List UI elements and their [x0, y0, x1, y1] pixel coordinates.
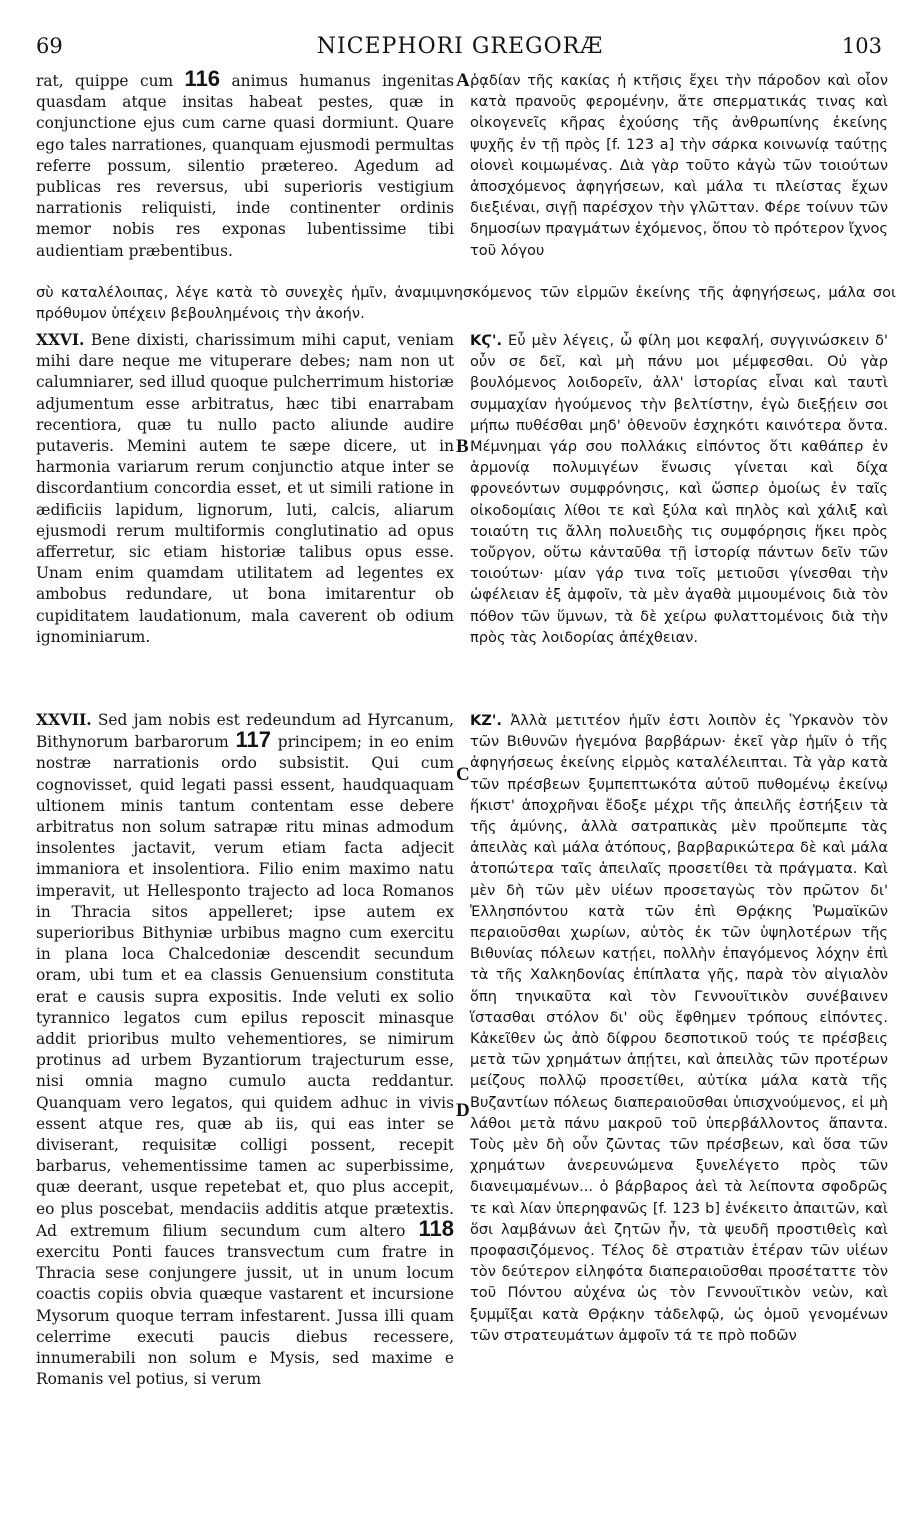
greek-paragraph-intro: ῥᾳδίαν τῆς κακίας ἡ κτῆσις ἔχει τὴν πάροδον καὶ οἷον κατὰ πρανοῦς φερομένην, ἅτε σπερματικάς τινας καὶ οἰκογενεῖς κῆρας ἐχούσης τῆς ἀνθρωπίνης ἐκείνης ψυχῆς ἐν τῇ πρὸς [f. 123 a] τὴν σάρκα κοινωνίᾳ ταύτῃς οἱονεὶ κοιμωμένας. Διὰ γὰρ τοῦτο κἀγὼ τῶν τοιούτων ἀποσχόμενος ἀφηγήσεων, καὶ μάλα τι πλείστας ἔχων διεξιέναι, σιγῇ παρέσχον τὴν γλῶτταν. Φέρε τοίνυν τῶν δημοσίων πραγμάτων ἐχόμενος, ὅπου τὸ πρότερον ἴχνος τοῦ λόγου [470, 72, 888, 259]
latin-text: Bene dixisti, charissimum mihi caput, veniam mihi dare neque me vituperare debes; nam non ut calumniarer, sed illud quoque pulcherrimum historiæ adjumentum esse arbitratus, hæc tibi enarrabam recentiora, quæ tu nullo pacto aliunde audire putaveris. Memini autem te sæpe dicere, ut in harmonia variarum rerum conjunctio atque inter se discordantium concordia esset, et ut simili ratione in ædificiis lapidum, lignorum, luti, calcis, aliarum ejusmodi rerum multiformis conglutinatio ad opus afferretur, sic etiam historiæ talibus opus esse. Unam enim quamdam utilitatem ad legentes ex ambobus redundare, ut bona imitarentur ob cupiditatem laudationum, mala caverent ob odium ignominiarum. [36, 331, 455, 646]
latin-paragraph-xxvi [36, 330, 454, 648]
latin-text: Sed jam nobis est redeundum ad Hyrcanum, Bithynorum barbarorum [36, 711, 454, 752]
greek-text: Εὖ μὲν λέγεις, ὦ φίλη μοι κεφαλή, συγγινώσκειν δ' οὖν σε δεῖ, καὶ μὴ πάνυ μοι μέμφεσθαι. Οὐ γὰρ βουλόμενος λοιδορεῖν, ἀλλ' ἱστορίας εἶναι καὶ ταυτὶ συμμαχίαν ἡγούμενος τὴν βελτίστην, ἐγὼ διεξῄειν σοι μήπω πυθέσθαι μηδ' ὁθενοῦν ἐσχηκότι καινότερα ὄντα. Μέμνημαι γάρ σου πολλάκις εἰπόντος ὅτι καθάπερ ἐν ἁρμονίᾳ πολυμιγέων ἕνωσις γίνεται καὶ δίχα φρονεόντων συμφρόνησις, καὶ ὥσπερ ὁμοίως ἐν ταῖς οἰκοδομίαις λίθοι τε καὶ ξύλα καὶ πηλὸς καὶ χάλιξ καὶ τοιαύτη τις ἄλλη πολυειδὴς τις συμφόρησις ἥκει πρὸς τοὔργον, οὕτω κἀνταῦθα τῇ ἱστορίᾳ πάντων δεῖν τῶν τοιούτων· μίαν γάρ τινα τοῖς μετιοῦσι γίνεσθαι τὴν ὠφέλειαν ἐξ ἀμφοῖν, τὰ μὲν ἀγαθὰ μιμουμένοις διὰ τὸν πόθον τῶν ὕμνων, τὰ δὲ χείρω φυλαττομένοις διὰ τὴν πρὸς τὰς λοιδορίας ἀπέχθειαν. [470, 332, 888, 646]
section-label-kg: ΚϚ'. [470, 332, 503, 349]
greek-spanning-line: σὺ καταλέλοιπας, λέγε κατὰ τὸ συνεχὲς ἡμῖν, ἀναμιμνησκόμενος τῶν εἱρμῶν ἐκείνης τῆς ἀφηγήσεως, μάλα σοι πρόθυμον ὑπέχειν βεβουλημένοις τὴν ἀκοήν. [36, 284, 896, 323]
latin-column-xxvi [36, 330, 454, 648]
section-label-kz: ΚΖ'. [470, 712, 502, 729]
margin-letter-d: D [456, 1100, 470, 1121]
greek-text: Ἀλλὰ μετιτέον ἡμῖν ἐστι λοιπὸν ἐς Ὑρκανὸν τὸν τῶν Βιθυνῶν ἡγεμόνα βαρβάρων· ἐκεῖ γὰρ ἡμῖν ὁ τῆς ἀφηγήσεως ἐκείνης εἱρμὸς καταλέλειπται. Τὰ γὰρ κατὰ τῶν πρέσβεων ξυμπεπτωκότα αὐτοῦ πυθομένῳ ἐκείνῳ ἥκιστ' ἀποχρῆναι ἔδοξε μέχρι τῆς ἀπειλῆς ἑστήξειν τὰ τῆς ἀμύνης, ἀλλὰ σατραπικὰς μὲν προὔπεμπε τὰς ἀπειλὰς καὶ μάλα ἀτόπους, βαρβαρικώτερα δὲ καὶ μάλα ἀτοπώτερα ταῖς ἀπειλαῖς προσετίθει τὰ πράγματα. Καὶ μὲν δὴ τῶν μὲν υἱέων προσεταγὼς τὸν πρῶτον δι' Ἑλλησπόντου κατὰ τῶν ἐπὶ Θρᾴκης Ῥωμαϊκῶν περαιοῦσθαι χωρίων, αὐτὸς ἐκ τῶν ὑψηλοτέρων τῆς Βιθυνίας πόλεων κατῄει, πολλὴν ἐπαγόμενος λόχην ἐπὶ τὰ τῆς Χαλκηδονίας ἐπίπλατα γῆς, παρὰ τὸν αἰγιαλὸν ὅπη τηνικαῦτα καὶ τὸν Γεννουϊτικὸν συνέβαινεν ἵστασθαι στόλον δι' οὓς ἔφθημεν τρόπους εἰπόντες. Κἀκεῖθεν ὡς ἀπὸ δίφρου δεσποτικοῦ τούς τε πρέσβεις μετὰ τῶν χρημάτων ἀπῄτει, καὶ ἀπειλὰς τῶν προτέρων μείζους πολλῷ προσετίθει, αὐτίκα μάλα κατὰ τῆς Βυζαντίων πόλεως διαπεραιοῦσθαι ὑπισχνούμενος, εἰ μὴ λάθοι μετὰ πάνυ μακροῦ τοῦ ὑπερβάλλοντος ἅπαντα. Τοὺς μὲν δὴ οὖν ζῶντας τῶν πρέσβεων, καὶ ὅσα τῶν χρημάτων ἀνερευνώμενα ξυνελέγετο πρὸς τῶν διανειμαμένων... ὁ βάρβαρος ἀεὶ τὰ λείποντα σφοδρῶς τε καὶ λίαν ὑπερηφανῶς [f. 123 b] ἐνέκειτο ἀπαιτῶν, καὶ ὅσι λαμβάνων ἀεὶ ζητῶν ἦν, τὰ ψευδῆ προστιθεὶς καὶ προφασιζόμενος. Τέλος δὲ στρατιὰν ἑτέραν τῶν υἱέων τὸν δεύτερον εἰληφότα διαπεραιοῦσθαι προσέταττε τὸν τοῦ Πόντου αὐχένα ὡς τὸν Γεννουϊτικὸν νεὼν, καὶ ξυμμῖξαι κατὰ Θρᾴκην τἀδελφῷ, ὡς ὁμοῦ γενομένων τῶν στρατευμάτων ἀμφοῖν τά τε πρὸ ποδῶν [470, 712, 888, 1344]
section-marker-116: 116 [184, 66, 221, 91]
latin-text: animus humanus ingenitas quasdam atque insitas habeat pestes, quæ in conjunctione ejus cum carne quasi dormiunt. Quare ego tales narrationes, quanquam ejusmodi permultas referre possum, silentio prætereo. Agedum ad publicas res reversus, ubi superioris vestigium narrationis reliquisti, inde continenter ordinis memor nobis res exponas lubentissime tibi audientiam præbentibus. [36, 72, 454, 260]
section-label-xxvii: XXVII. [36, 711, 92, 729]
greek-column-kz [470, 710, 888, 1346]
margin-letter-c: C [456, 764, 470, 785]
section-marker-117: 117 [235, 727, 271, 753]
margin-letter-b: B [456, 436, 469, 457]
section-label-xxvi: XXVI. [36, 331, 85, 349]
page-number-right: 103 [841, 34, 882, 58]
latin-text: rat, quippe cum [36, 72, 174, 90]
latin-column-top [36, 66, 454, 262]
page-number-left: 69 [36, 34, 63, 58]
margin-letter-a: A [456, 70, 470, 91]
greek-paragraph-kg [470, 330, 888, 648]
running-title: NICEPHORI GREGORÆ [316, 34, 604, 59]
greek-paragraph-kz [470, 710, 888, 1346]
latin-paragraph-xxvii [36, 710, 454, 1391]
greek-column-top [470, 70, 888, 261]
latin-text: principem; in eo enim nostræ narrationis ordo subsistit. Qui cum cognovisset, quid legati passi essent, haudquaquam ultionem minis tantum contentam esse debere arbitratus non solum satrapæ ritu minas admodum insolentes jactavit, verum etiam facta adjecit immaniora et insolentiora. Filio enim maximo natu imperavit, ut Hellesponto trajecto ad loca Romanos in Thracia sitos appelleret; ipse autem ex superioribus Bithyniæ urbibus magno cum exercitu in plana loca Chalcedoniæ descendit secundum oram, ubi tum et ea classis Genuensium constituta erat e causis supra expositis. Inde veluti ex solio tyrannico legatos cum epilus reposcit minasque addit prioribus multo vehementiores, se nimirum protinus ad urbem Byzantiorum trajecturum esse, nisi omnia magno cumulo aucta reddantur. Quanquam vero legatos, qui quidem adhuc in vivis essent atque res, quæ ab iis, qui eas inter se diviserant, requisitæ colligi possent, recepit barbarus, vehementissime tamen ac superbissime, quæ deerant, usque repetebat et, quo plus accepit, eo plus poscebat, mendaciis additis atque prætextis. Ad extremum filium secundum cum altero [36, 733, 455, 1240]
latin-paragraph-intro [36, 66, 454, 262]
section-marker-118: 118 [418, 1215, 454, 1241]
latin-text: exercitu Ponti fauces transvectum cum fratre in Thracia sese conjungere jussit, ut in unum locum coactis copiis obvia quæque vastarent et incursione Mysorum quoque terram infestarent. Jussa illi quam celerrime executi paucis diebus recessere, innumerabili non solum e Mysis, sed maxime e Romanis vel potius, si verum [36, 1243, 454, 1389]
latin-column-xxvii [36, 710, 454, 1391]
greek-column-kg [470, 330, 888, 648]
